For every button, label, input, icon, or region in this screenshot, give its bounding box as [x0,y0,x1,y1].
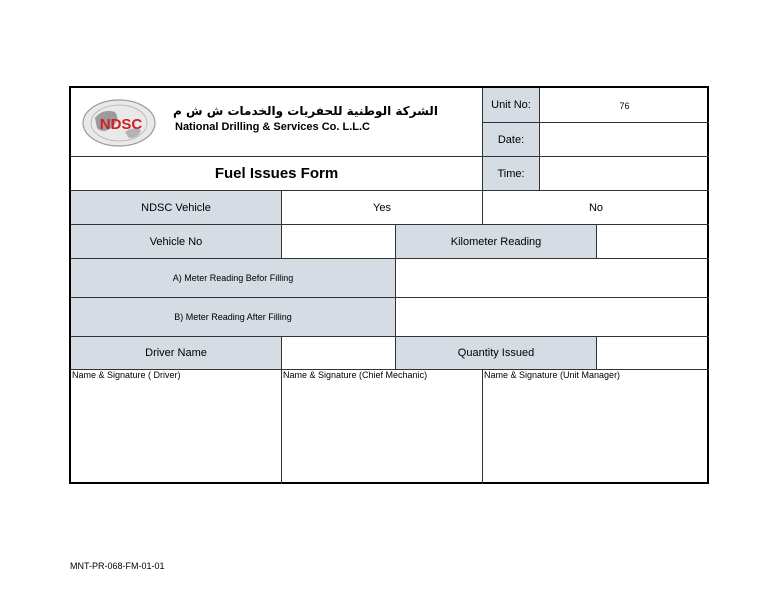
signature-driver[interactable]: Name & Signature ( Driver) [71,369,281,484]
arabic-company-name: الشركة الوطنية للحفريات والخدمات ش ش م [173,104,438,118]
kilometer-reading-field[interactable] [596,224,709,258]
unit-no-value[interactable]: 76 [539,88,709,122]
document-code: MNT-PR-068-FM-01-01 [70,561,165,571]
ndsc-vehicle-yes[interactable]: Yes [281,190,482,224]
meter-after-field[interactable] [395,297,709,336]
fuel-issues-form [69,86,709,484]
date-value[interactable] [539,122,709,156]
logo-text: NDSC [99,116,143,133]
form-title: Fuel Issues Form [71,156,482,190]
meter-before-field[interactable] [395,258,709,297]
date-label: Date: [482,122,539,156]
meter-after-label: B) Meter Reading After Filling [71,297,395,336]
time-label: Time: [482,156,539,190]
unit-no-label: Unit No: [482,88,539,122]
driver-name-label: Driver Name [71,336,281,369]
vehicle-no-field[interactable] [281,224,395,258]
english-company-name: National Drilling & Services Co. L.L.C [175,121,370,133]
signature-unit-manager[interactable]: Name & Signature (Unit Manager) [482,369,709,484]
ndsc-vehicle-label: NDSC Vehicle [71,190,281,224]
driver-name-field[interactable] [281,336,395,369]
meter-before-label: A) Meter Reading Befor Filling [71,258,395,297]
quantity-issued-label: Quantity Issued [395,336,596,369]
quantity-issued-field[interactable] [596,336,709,369]
time-value[interactable] [539,156,709,190]
signature-chief-mechanic[interactable]: Name & Signature (Chief Mechanic) [281,369,482,484]
company-header [71,88,482,156]
company-logo [81,98,157,148]
vehicle-no-label: Vehicle No [71,224,281,258]
kilometer-reading-label: Kilometer Reading [395,224,596,258]
ndsc-vehicle-no[interactable]: No [482,190,709,224]
